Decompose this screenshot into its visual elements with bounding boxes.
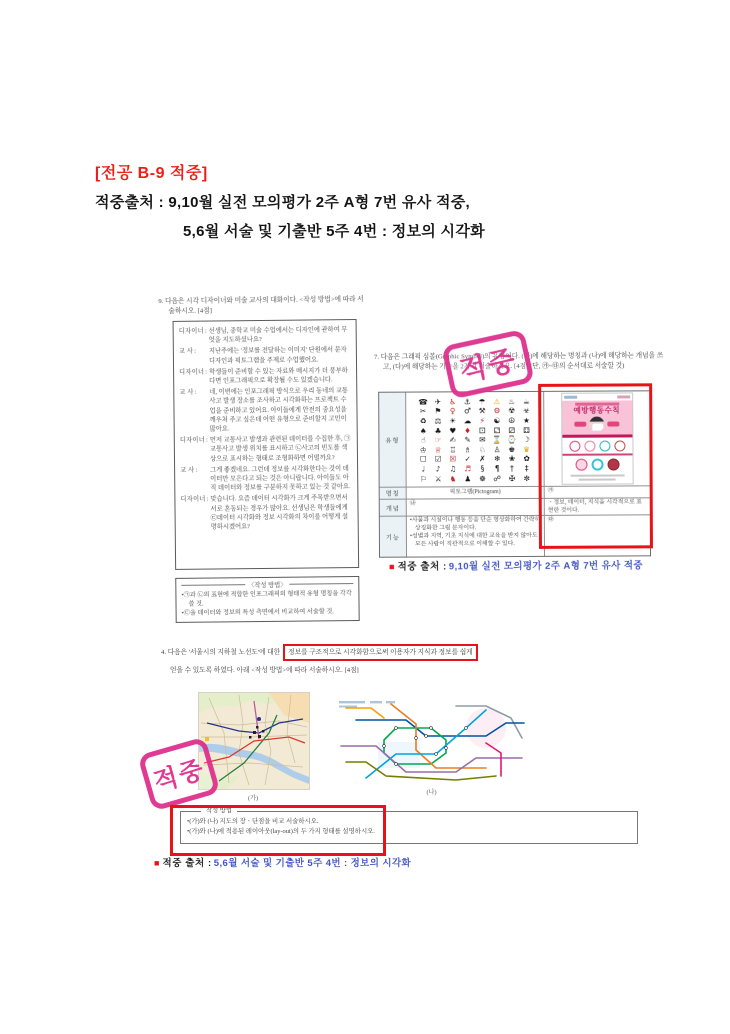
pictogram-glyph: † bbox=[510, 464, 514, 474]
concept-left-cell: ㉯ bbox=[407, 499, 545, 516]
dialogue-text: 맞습니다. 요즘 데이터 시각화가 크게 주목받으면서 서로 혼동되는 경우가 많아요. 선생님은 학생들에게 ㉢데이터 시각화와 정보 시각화의 차이를 어떻게 설명하시겠어요? bbox=[210, 494, 349, 531]
pictogram-grid bbox=[416, 397, 534, 484]
pictogram-glyph: ♠ bbox=[419, 426, 427, 436]
pictogram-glyph: ♪ bbox=[435, 464, 441, 474]
question-9-block bbox=[158, 295, 365, 624]
pictogram-glyph: ♣ bbox=[434, 426, 442, 436]
method-item: • ㉢을 데이터와 정보의 특성 측면에서 비교하여 서술할 것. bbox=[182, 608, 354, 619]
schematic-map-image bbox=[336, 698, 527, 784]
method-item: • ㉠과 ㉡의 표현에 적합한 인포그래픽의 형태적 유형 명칭을 각각 쓸 것. bbox=[181, 590, 353, 609]
q9-method-box bbox=[175, 576, 359, 623]
pictogram-glyph: ♙ bbox=[493, 444, 501, 454]
pictogram-glyph: ✠ bbox=[508, 473, 516, 483]
name-right-cell: ㉮ bbox=[547, 487, 554, 494]
pictogram-glyph: ⚒ bbox=[478, 406, 486, 416]
pictogram-glyph: ⚁ bbox=[493, 425, 501, 435]
pictogram-glyph: § bbox=[480, 464, 485, 474]
pictogram-glyph: ⌛ bbox=[492, 435, 502, 445]
dialogue-text: 먼저 교통사고 발생과 관련된 데이터를 수집한 후, ㉠교통사고 발생 위치를 표시하고 ㉡사고의 빈도를 색상으로 표시하는 형태로 조형화하면 어떨까요? bbox=[209, 435, 351, 463]
pictogram-glyph: ☒ bbox=[449, 454, 457, 464]
rule-line bbox=[181, 584, 245, 586]
pictogram-glyph: ♂ bbox=[463, 406, 471, 416]
dialogue-line bbox=[179, 366, 352, 386]
dialogue-line bbox=[180, 493, 353, 532]
pictogram-glyph: ♗ bbox=[464, 445, 472, 455]
pictogram-glyph: ☞ bbox=[434, 435, 442, 445]
pictogram-glyph: ♀ bbox=[449, 406, 456, 416]
pictogram-glyph: ♩ bbox=[421, 464, 426, 474]
pictogram-glyph: ⌚ bbox=[507, 435, 517, 445]
caption-label: 적중 출처 : bbox=[397, 561, 447, 573]
pictogram-glyph: ⚖ bbox=[434, 416, 442, 426]
map-schematic bbox=[336, 698, 527, 796]
jeokjung-stamp: 적중 bbox=[441, 329, 535, 400]
pictogram-glyph: ♦ bbox=[464, 425, 471, 435]
pictogram-glyph: ☎ bbox=[418, 397, 428, 407]
question-7-block bbox=[373, 344, 666, 573]
map-a-label: (가) bbox=[247, 795, 259, 802]
pictogram-glyph: ☐ bbox=[419, 454, 427, 464]
pictogram-glyph: ⚀ bbox=[478, 425, 486, 435]
question-4-block bbox=[150, 644, 668, 869]
pictogram-glyph: ⚃ bbox=[523, 425, 530, 435]
pictogram-glyph: ⚂ bbox=[508, 425, 516, 435]
pictogram-glyph: ☁ bbox=[463, 416, 472, 426]
q4-source-caption bbox=[154, 855, 411, 869]
dialogue-speaker: 디자이너 : bbox=[179, 327, 207, 336]
pictogram-glyph: ⚓ bbox=[463, 397, 471, 407]
pictogram-glyph: ⚔ bbox=[434, 473, 442, 484]
red-square-bullet: ■ bbox=[154, 858, 160, 868]
rule-line bbox=[290, 583, 354, 585]
pictogram-glyph: ♨ bbox=[508, 396, 516, 406]
dialogue-speaker: 교 사 : bbox=[180, 466, 197, 475]
pictogram-glyph: ♿ bbox=[449, 397, 457, 407]
function-left-cell bbox=[407, 516, 545, 557]
red-annotation-box bbox=[170, 805, 386, 856]
dialogue-speaker: 디자이너 : bbox=[180, 495, 208, 504]
pictogram-glyph: ❀ bbox=[508, 454, 516, 464]
red-annotation-box bbox=[538, 383, 653, 549]
pictogram-glyph: ♫ bbox=[449, 464, 457, 474]
caption-value: 9,10월 실전 모의평가 2주 A형 7번 유사 적중 bbox=[448, 560, 643, 573]
pictogram-glyph: ☽ bbox=[523, 435, 530, 445]
pictogram-glyph: ☯ bbox=[493, 416, 501, 426]
q9-method-label: 〈 작성 방법 〉 bbox=[248, 580, 287, 589]
q4-title-line2: 얻을 수 있도록 하였다. 아래 <작성 방법>에 따라 서술하시오. [4점] bbox=[170, 667, 359, 674]
dialogue-line bbox=[179, 386, 352, 434]
name-left-cell: 픽토그램(Pictogram) bbox=[407, 487, 545, 499]
source-line-2: 5,6월 서술 및 기출반 5주 4번 : 정보의 시각화 bbox=[183, 223, 485, 240]
pictogram-glyph: ♖ bbox=[449, 445, 457, 455]
row-label-name: 명칭 bbox=[380, 488, 407, 499]
pictogram-glyph: ✈ bbox=[434, 397, 442, 407]
dialogue-speaker: 교 사 : bbox=[179, 388, 196, 397]
question-4-title bbox=[152, 644, 668, 661]
pictogram-glyph: ✎ bbox=[464, 435, 471, 445]
pictogram-glyph: ‡ bbox=[524, 463, 529, 473]
pictogram-glyph: ♕ bbox=[434, 445, 442, 455]
pictogram-glyph: ☢ bbox=[508, 406, 516, 416]
pictogram-glyph: ⚙ bbox=[493, 406, 501, 416]
dialogue-speaker: 교 사 : bbox=[179, 347, 196, 356]
pictogram-glyph: ¶ bbox=[494, 464, 500, 474]
pictogram-glyph: ☀ bbox=[449, 416, 457, 426]
q4-method-tab: 작성 방법 bbox=[201, 805, 237, 814]
pictogram-glyph: ✉ bbox=[479, 435, 486, 445]
question-7-title: 7. 다음은 그래픽 심볼(Graphic Symbol)의 유형이다. (가)에 해당하는 명칭과 (나)에 해당하는 개념을 쓰고, (다)에 해당하는 기능을 2가지 서술하시오. [4점] (단, ㉮~㉰의 순서대로 서술할 것) bbox=[373, 352, 664, 371]
source-line-1: 적중출처 : 9,10월 실전 모의평가 2주 A형 7번 유사 적중, bbox=[95, 194, 471, 211]
caption-value: 5,6월 서술 및 기출반 5주 4번 : 정보의 시각화 bbox=[213, 858, 412, 869]
poster-title: 예방행동수칙 bbox=[573, 405, 621, 415]
function-right-cell: ㉰ bbox=[547, 516, 554, 523]
pictogram-glyph: ✍ bbox=[449, 435, 456, 445]
pictogram-cell bbox=[406, 392, 544, 487]
q4-title-static: 4. 다음은 '서울시의 지하철 노선도'에 대한 bbox=[161, 649, 281, 656]
pictogram-glyph: ✓ bbox=[464, 454, 471, 464]
q7-source-caption bbox=[389, 557, 643, 572]
function-item: • 사물과 시설이나 행동 등을 단순 형상화하여 간략히 상징화한 그림 문자이다. bbox=[410, 517, 541, 533]
pictogram-glyph: ♔ bbox=[419, 445, 427, 455]
dialogue-text: 네, 이번에는 인포그래픽 방식으로 우리 동네의 교통사고 발생 장소를 조사하고 시각화하는 프로젝트 수업을 준비하고 있어요. 아이들에게 안전의 중요성을 깨우쳐 주고 싶은데 어떤 유형으로 준비할지 고민이 많아요. bbox=[209, 387, 349, 433]
function-item: • 성별과 지역, 기초 지식에 대한 교육을 받지 않아도 모든 사람이 직관적으로 이해할 수 있다. bbox=[410, 533, 541, 549]
page-title: [전공 B-9 적중] bbox=[95, 165, 208, 182]
pictogram-glyph: ♥ bbox=[449, 425, 457, 435]
method-item: • (가)와 (나) 지도의 장ㆍ단점을 비교 서술하시오. bbox=[187, 817, 631, 827]
red-square-bullet: ■ bbox=[389, 561, 395, 572]
dialogue-text: 지난주에는 '정보를 전달하는 이미지' 단원에서 문자 디자인과 픽토그램을 주제로 수업했어요. bbox=[208, 346, 347, 365]
dialogue-text: 선생님, 중학교 미술 수업에서는 디자인에 관하여 무엇을 지도하셨나요? bbox=[208, 326, 348, 344]
caption-label: 적중 출처 : bbox=[162, 858, 212, 869]
pictogram-glyph: ☣ bbox=[522, 406, 530, 416]
pictogram-glyph: ☝ bbox=[420, 435, 426, 445]
q4-title-highlighted: 정보를 구조적으로 시각화함으로써 이용자가 지식과 정보를 쉽게 bbox=[283, 644, 477, 661]
map-b-label: (나) bbox=[426, 789, 437, 796]
pictogram-glyph: ☂ bbox=[478, 397, 486, 407]
row-label-function: 기능 bbox=[380, 517, 407, 557]
pictogram-glyph: ☸ bbox=[479, 473, 486, 483]
q9-method-title bbox=[181, 579, 353, 590]
dialogue-speaker: 디자이너 : bbox=[179, 367, 207, 376]
dialogue-text: 그게 좋겠네요. 그런데 정보를 시각화한다는 것이 데이터만 모은다고 되는 것은 아니랍니다. 아이들도 아직 데이터와 정보를 구분하지 못하고 있는 것 같아요. bbox=[210, 464, 351, 492]
pictogram-glyph: ✿ bbox=[523, 454, 530, 464]
pictogram-glyph: ★ bbox=[523, 415, 530, 426]
pictogram-glyph: ☍ bbox=[493, 473, 502, 483]
pictogram-glyph: ♬ bbox=[464, 464, 472, 474]
concept-right-cell: ㆍ정보, 데이터, 지식을 시각적으로 표현한 것이다. bbox=[547, 499, 642, 514]
pictogram-glyph: ♘ bbox=[478, 444, 486, 455]
dialogue-line bbox=[180, 464, 353, 493]
pictogram-glyph: ☑ bbox=[434, 454, 442, 464]
pictogram-glyph: ✂ bbox=[419, 406, 427, 416]
pictogram-glyph: ⚐ bbox=[420, 474, 427, 484]
dialogue-line bbox=[180, 434, 353, 463]
pictogram-glyph: ♞ bbox=[449, 473, 457, 483]
pictogram-glyph: ☕ bbox=[522, 396, 530, 406]
question-9-title: 9. 다음은 시각 디자이너와 미술 교사의 대화이다. <작성 방법>에 따라 서술하시오. [4점] bbox=[158, 295, 364, 315]
pictogram-glyph: ⚑ bbox=[434, 406, 442, 416]
pictogram-glyph: ♟ bbox=[464, 473, 472, 483]
pictogram-glyph: ❄ bbox=[493, 454, 501, 464]
pictogram-glyph: ✗ bbox=[479, 454, 486, 464]
method-item: • (가)와 (나)에 적용된 레이아웃(lay-out)의 두 가지 형태를 설명하시오. bbox=[187, 827, 631, 837]
q9-method-items bbox=[181, 590, 353, 618]
jeokjung-stamp: 적중 bbox=[137, 736, 220, 811]
pictogram-glyph: ⚠ bbox=[493, 396, 501, 406]
row-label-type: 유형 bbox=[379, 393, 406, 487]
header bbox=[95, 160, 485, 249]
pictogram-glyph: ✼ bbox=[523, 473, 530, 483]
pictogram-glyph: ⚡ bbox=[479, 416, 485, 426]
pictogram-glyph: ♻ bbox=[419, 416, 427, 426]
row-label-concept: 개념 bbox=[380, 500, 407, 516]
pictogram-glyph: ♚ bbox=[508, 444, 516, 454]
q9-dialogue-box bbox=[173, 319, 360, 570]
dialogue-line bbox=[179, 345, 352, 365]
dialogue-speaker: 디자이너 : bbox=[180, 436, 208, 445]
pictogram-glyph: ☮ bbox=[508, 416, 516, 426]
dialogue-text: 학생들이 준비할 수 있는 자료와 메시지가 더 풍부하다면 인포그래픽으로 확장될 수도 있겠습니다. bbox=[209, 366, 348, 385]
dialogue-line bbox=[179, 325, 352, 345]
pictogram-glyph: ♛ bbox=[523, 444, 531, 454]
